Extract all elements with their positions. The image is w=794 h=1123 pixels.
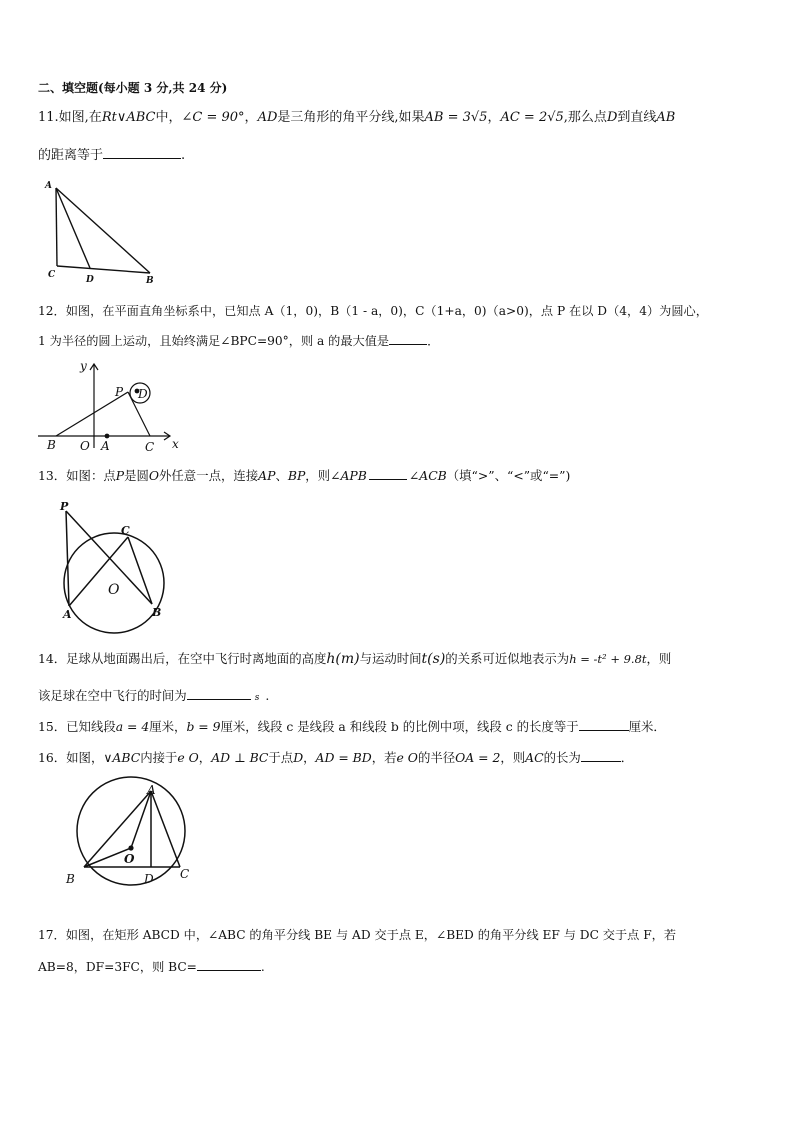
q11-math: AB = 3√5: [424, 110, 488, 125]
label-d: D: [86, 275, 94, 285]
q11-math: D: [606, 110, 618, 125]
q11-math: ∠C = 90°: [181, 110, 245, 125]
q13-text: ，则: [305, 468, 331, 483]
q11-text: 到直线: [617, 110, 657, 125]
q16-math: AD = BD: [315, 750, 372, 765]
q16-text: 的长为: [543, 750, 581, 765]
q16-text: 的半径: [417, 750, 456, 765]
label-b: B: [47, 438, 56, 452]
label-a: A: [101, 439, 110, 453]
point-o: [128, 845, 133, 850]
label-p: P: [60, 500, 69, 513]
q13-math: P: [115, 468, 125, 483]
q16-text: ．: [620, 750, 634, 765]
q11-text: 的距离等于: [38, 148, 104, 163]
q13-text: （填“>”、“<”或“=”): [446, 468, 571, 483]
label-a: A: [63, 608, 72, 621]
segment-ac: [151, 791, 180, 867]
q12-text: 1 为半径的圆上运动，且始终满足∠BPC=90°，则 a 的最大值是: [38, 334, 390, 348]
q14-text: ，则: [646, 651, 672, 666]
q15-math: b = 9: [186, 719, 221, 734]
circle-o: [77, 777, 185, 885]
label-x: x: [172, 437, 179, 451]
q14-text: 该足球在空中飞行的时间为: [38, 688, 187, 703]
q11-math: Rt∨ABC: [101, 110, 156, 125]
label-a: A: [147, 783, 156, 797]
label-b: B: [152, 606, 162, 619]
label-y: y: [80, 359, 87, 373]
q13-math: AP: [258, 468, 276, 483]
q16-text: 16．如图，: [38, 750, 104, 765]
segment-ab: [84, 791, 151, 867]
q16-text: ，若: [371, 750, 397, 765]
q11-text: 中，: [155, 110, 182, 125]
q13-text: 外任意一点，连接: [159, 468, 259, 483]
label-o: O: [124, 852, 135, 866]
label-c: C: [48, 270, 56, 280]
label-b: B: [66, 872, 75, 886]
segment-oa: [131, 791, 151, 848]
q11-math: AB: [656, 110, 676, 125]
q16-text: 于点: [268, 750, 294, 765]
unit-seconds: s: [254, 693, 260, 703]
q16-text: 内接于: [140, 750, 178, 765]
q11-text: ,那么点: [563, 110, 607, 125]
q12-text: ．: [427, 334, 440, 348]
q16-text: ，: [303, 750, 316, 765]
q11-math: AD: [257, 110, 278, 125]
label-d: D: [138, 387, 148, 401]
q13-text: 、: [275, 468, 288, 483]
q16-math: e O: [177, 750, 199, 765]
q16-text: ，: [198, 750, 212, 765]
q15-text: 厘米，线段 c 是线段 a 和线段 b 的比例中项，线段 c 的长度等于: [220, 719, 579, 734]
label-p: P: [115, 385, 124, 399]
label-o: O: [80, 439, 90, 453]
q14-text: 的关系可近似地表示为: [445, 651, 570, 666]
q14-math: h = -t² + 9.8t: [569, 652, 647, 666]
q15-text: 15．已知线段: [38, 719, 116, 734]
q11-text: ，: [244, 110, 258, 125]
label-d: D: [144, 872, 154, 886]
q11-text: 11.如图,在: [38, 110, 102, 125]
q11-text: ，: [487, 110, 501, 125]
label-c: C: [180, 867, 190, 881]
q14-math: h(m): [326, 651, 360, 667]
label-o: O: [108, 582, 120, 598]
section-title: 二、填空题(每小题 3 分,共 24 分): [38, 81, 228, 95]
label-c: C: [121, 524, 130, 537]
q17-text: AB=8，DF=3FC，则 BC=: [38, 960, 197, 974]
question-17-line-1: 17．如图，在矩形 ABCD 中，∠ABC 的角平分线 BE 与 AD 交于点 E，∠BED 的角平分线 EF 与 DC 交于点 F，若: [38, 928, 677, 942]
label-a: A: [45, 181, 52, 191]
q13-math: O: [148, 468, 160, 483]
q14-text: 14．足球从地面踢出后，在空中飞行时离地面的高度: [38, 651, 327, 666]
q16-math: D: [293, 750, 304, 765]
q14-math: t(s): [421, 651, 446, 667]
q11-math: AC = 2√5: [500, 110, 564, 125]
q13-math: BP: [287, 468, 306, 483]
q17-text: .: [260, 960, 265, 974]
q14-text: .: [265, 688, 270, 703]
q13-math: ∠ACB: [408, 468, 447, 483]
q16-math: e O: [396, 750, 418, 765]
answer-blank[interactable]: [197, 958, 261, 971]
label-b: B: [146, 276, 154, 286]
question-17-line-2: [38, 958, 265, 976]
q13-math: ∠APB: [330, 468, 367, 483]
q15-math: a = 4: [115, 719, 150, 734]
q15-text: 厘米．: [628, 719, 666, 734]
label-c: C: [145, 440, 155, 454]
q15-text: 厘米，: [149, 719, 187, 734]
q13-text: 13．如图：点: [38, 468, 116, 483]
question-12-line-1: 12．如图，在平面直角坐标系中，已知点 A（1，0)，B（1 - a，0)，C（1+a，0)（a>0)，点 P 在以 D（4，4）为圆心，: [38, 304, 708, 318]
q16-math: ∨ABC: [103, 750, 141, 765]
q16-text: ，则: [500, 750, 526, 765]
q14-text: 与运动时间: [359, 651, 422, 666]
q16-math: AD ⊥ BC: [211, 750, 269, 765]
q11-text: .: [181, 148, 186, 163]
q11-text: 是三角形的角平分线,如果: [277, 110, 425, 125]
q16-math: OA = 2: [455, 750, 501, 765]
q13-text: 是圆: [124, 468, 149, 483]
q16-math: AC: [525, 750, 544, 765]
